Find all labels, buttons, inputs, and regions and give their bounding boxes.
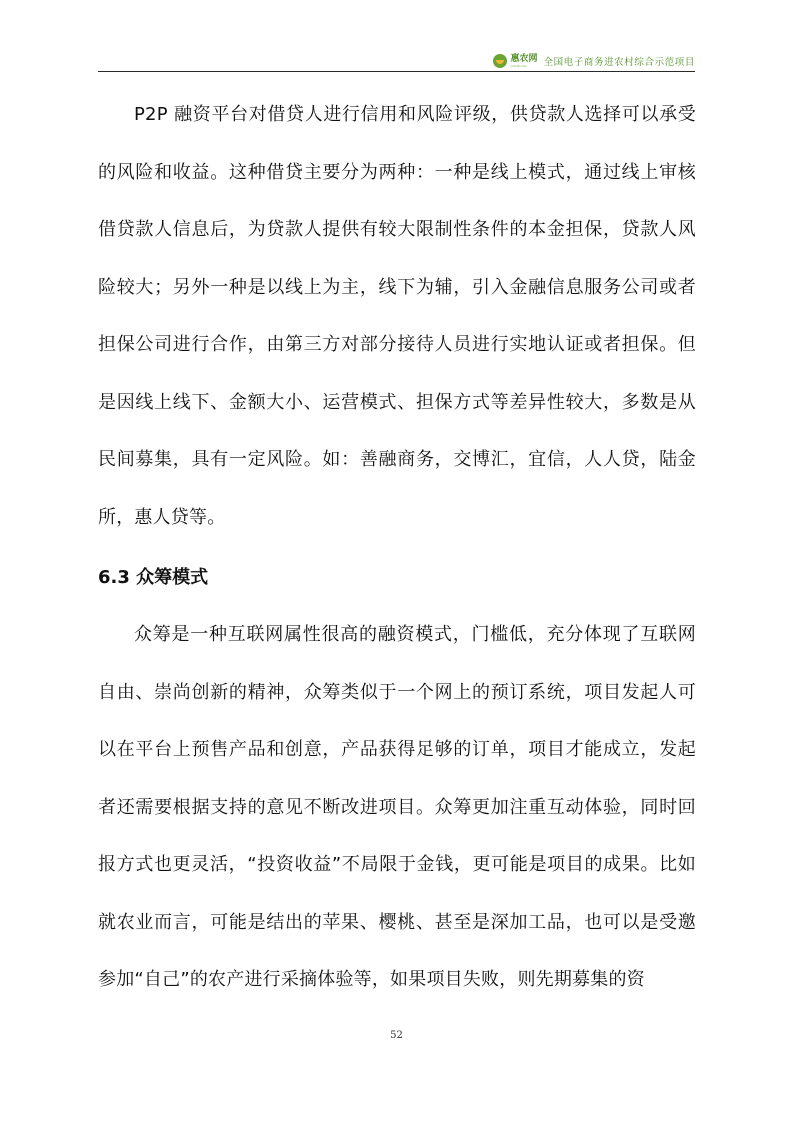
- logo-subtext: cnhnb.com: [510, 63, 528, 68]
- header-title: 全国电子商务进农村综合示范项目: [543, 57, 695, 68]
- page-header: [98, 50, 695, 72]
- paragraph-crowdfunding: 众筹是一种互联网属性很高的融资模式，门槛低，充分体现了互联网自由、崇尚创新的精神，众筹类似于一个网上的预订系统，项目发起人可以在平台上预售产品和创意，产品获得足够的订单，项目才能成立，发起者还需要根据支持的意见不断改进项目。众筹更加注重互动体验，同时回报方式也更灵活，“投资收益”不局限于金钱，更可能是项目的成果。比如就农业而言，可能是结出的苹果、樱桃、甚至是深加工品，也可以是受邀参加“自己”的农产进行采摘体验等，如果项目失败，则先期募集的资: [98, 624, 696, 990]
- brand-logo: [493, 54, 537, 68]
- body-section-1: [98, 86, 696, 546]
- header-divider: [98, 71, 695, 72]
- page-number: 52: [390, 1030, 403, 1041]
- body-section-2: [98, 606, 696, 1009]
- leaf-logo-icon: [493, 54, 507, 68]
- section-heading: 6.3 众筹模式: [98, 567, 209, 588]
- logo-name: 惠农网: [510, 53, 538, 64]
- paragraph-p2p: P2P 融资平台对借贷人进行信用和风险评级，供贷款人选择可以承受的风险和收益。这种借贷主要分为两种：一种是线上模式，通过线上审核借贷款人信息后，为贷款人提供有较大限制性条件的本金担保，贷款人风险较大；另外一种是以线上为主，线下为辅，引入金融信息服务公司或者担保公司进行合作，由第三方对部分接待人员进行实地认证或者担保。但是因线上线下、金额大小、运营模式、担保方式等差异性较大，多数是从民间募集，具有一定风险。如：善融商务，交博汇，宜信，人人贷，陆金所，惠人贷等。: [98, 104, 696, 528]
- logo-text: [510, 55, 537, 68]
